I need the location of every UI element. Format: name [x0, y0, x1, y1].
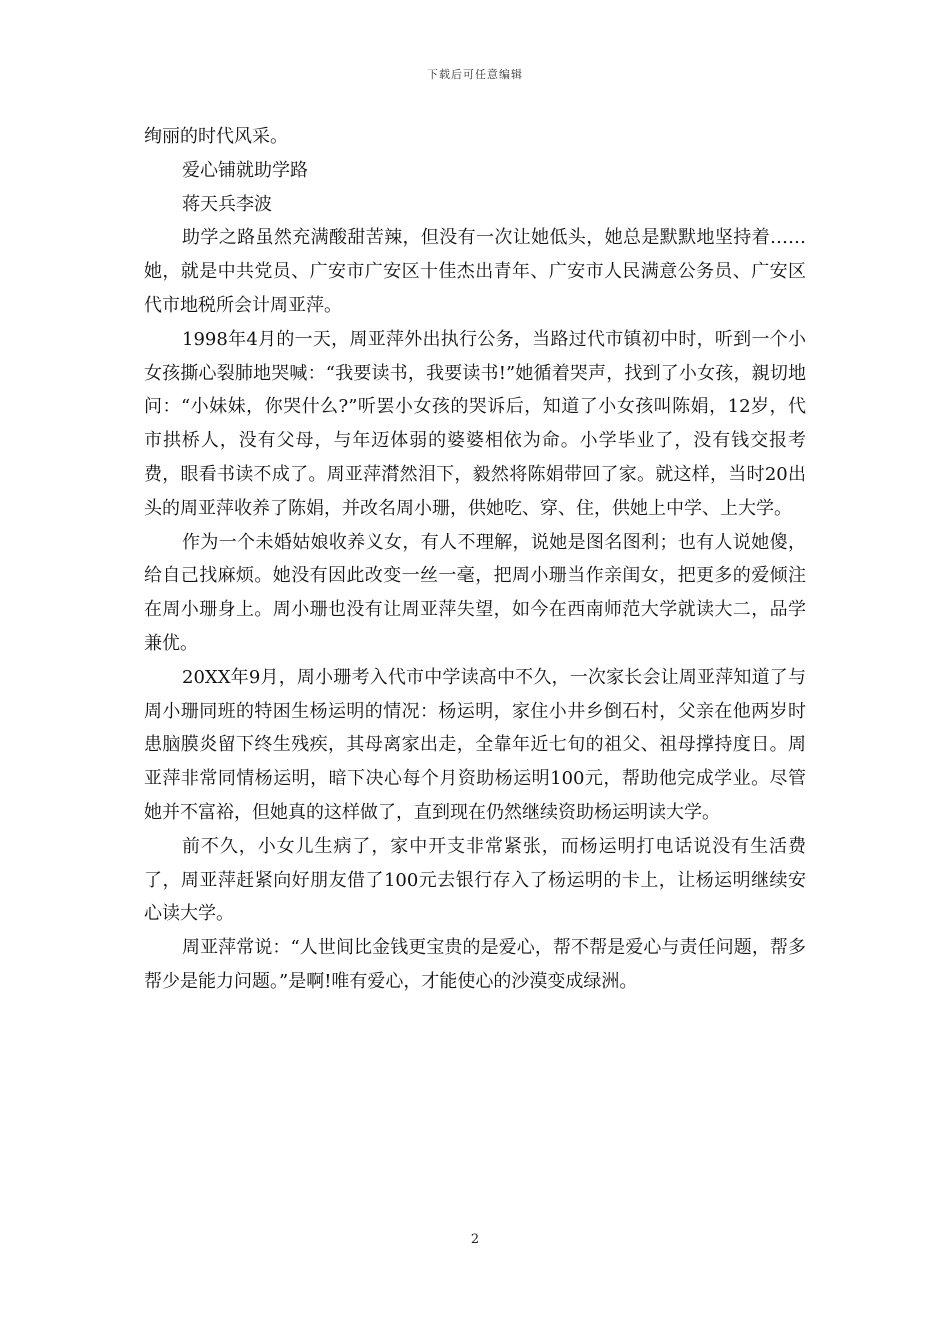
page-number: 2: [470, 1232, 480, 1247]
document-body: [144, 120, 806, 999]
page-header: 下载后可任意编辑: [427, 68, 523, 81]
paragraph: 助学之路虽然充满酸甜苦辣，但没有一次让她低头，她总是默默地坚持着……她，就是中共党员、广安市广安区十佳杰出青年、广安市人民满意公务员、广安区代市地税所会计周亚萍。: [144, 227, 806, 316]
paragraph: 1998年4月的一天，周亚萍外出执行公务，当路过代市镇初中时，听到一个小女孩撕心裂肺地哭喊：“我要读书，我要读书!”她循着哭声，找到了小女孩，親切地问：“小妹妹，你哭什么?”听罢小女孩的哭诉后，知道了小女孩叫陈娟，12岁，代市拱桥人，没有父母，与年迈体弱的婆婆相依为命。小学毕业了，没有钱交报考费，眼看书读不成了。周亚萍潸然泪下，毅然将陈娟带回了家。就这样，当时20出头的周亚萍收养了陈娟，并改名周小珊，供她吃、穿、住，供她上中学、上大学。: [144, 328, 806, 519]
paragraph: 前不久，小女儿生病了，家中开支非常紧张，而杨运明打电话说没有生活费了，周亚萍赶紧向好朋友借了100元去银行存入了杨运明的卡上，让杨运明继续安心读大学。: [144, 835, 806, 925]
paragraph-continuation: 绚丽的时代风采。: [144, 126, 288, 147]
article-authors: 蒋天兵李波: [182, 193, 272, 215]
paragraph: 作为一个未婚姑娘收养义女，有人不理解，说她是图名图利；也有人说她傻，给自己找麻烦。她没有因此改变一丝一毫，把周小珊当作亲闺女，把更多的爱倾注在周小珊身上。周小珊也没有让周亚萍失望，如今在西南师范大学就读大二，品学兼优。: [144, 531, 806, 654]
article-title: 爱心铺就助学路: [182, 159, 308, 181]
paragraph: 周亚萍常说：“人世间比金钱更宝贵的是爱心，帮不帮是爱心与责任问题，帮多帮少是能力问题。”是啊!唯有爱心，才能使心的沙漠变成绿洲。: [144, 937, 806, 992]
paragraph: 20XX年9月，周小珊考入代市中学读高中不久，一次家长会让周亚萍知道了与周小珊同班的特困生杨运明的情况：杨运明，家住小井乡倒石村，父亲在他两岁时患脑膜炎留下终生残疾，其母离家出走，全靠年近七旬的祖父、祖母撑持度日。周亚萍非常同情杨运明，暗下决心每个月资助杨运明100元，帮助他完成学业。尽管她并不富裕，但她真的这样做了，直到现在仍然继续资助杨运明读大学。: [144, 666, 806, 823]
